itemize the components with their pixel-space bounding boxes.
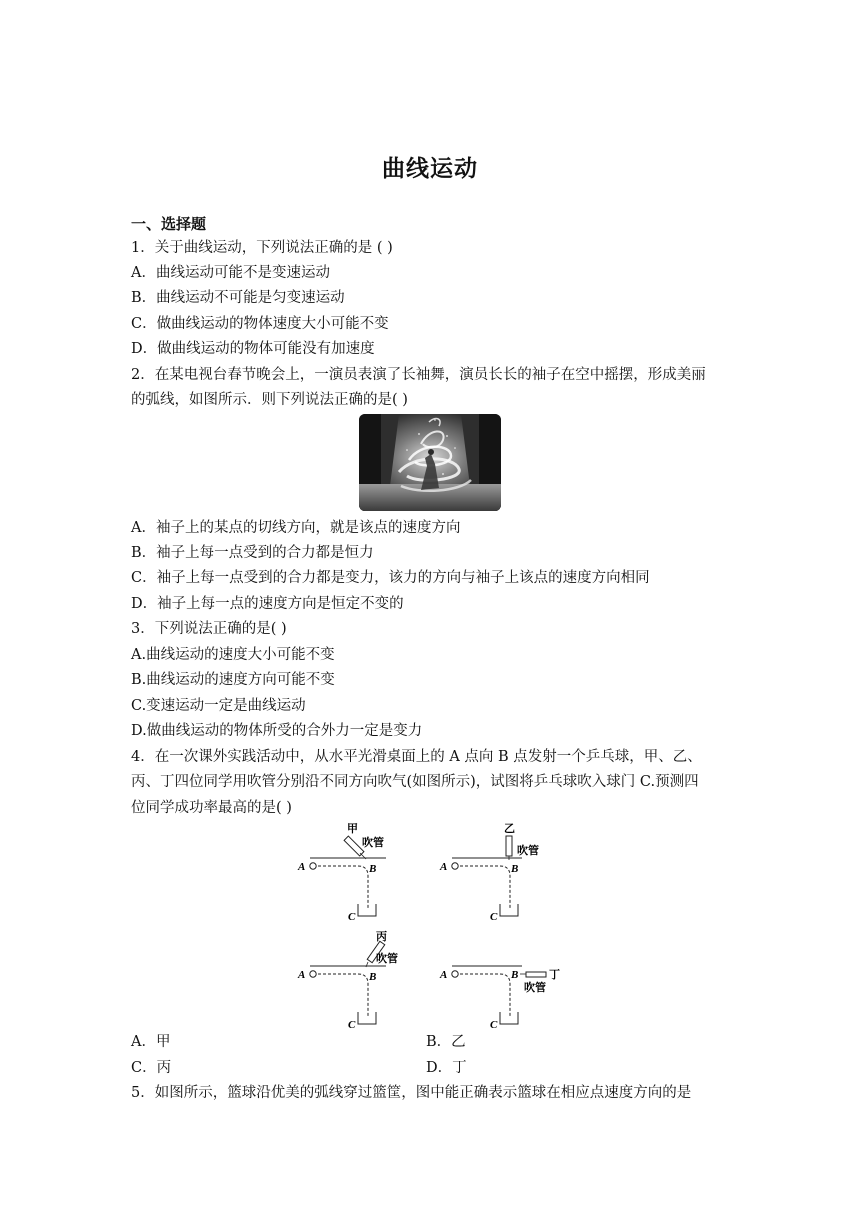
label-a: A (298, 969, 306, 981)
q1-option-c: C．做曲线运动的物体速度大小可能不变 (131, 316, 389, 332)
label-c: C (490, 911, 498, 923)
label-c: C (490, 1019, 498, 1031)
label-jia: 甲 (347, 822, 358, 835)
label-tube: 吹管 (376, 952, 398, 965)
diagram-yi (438, 820, 578, 925)
q2-option-b: B．袖子上每一点受到的合力都是恒力 (131, 545, 374, 561)
q3-stem: 3．下列说法正确的是( ) (131, 621, 287, 637)
q4-stem-line3: 位同学成功率最高的是( ) (131, 800, 292, 816)
label-b: B (369, 863, 377, 875)
q4-stem-line2: 丙、丁四位同学用吹管分别沿不同方向吹气(如图所示)，试图将乒乓球吹入球门 C.预测四 (131, 774, 699, 790)
q2-option-c: C．袖子上每一点受到的合力都是变力，该力的方向与袖子上该点的速度方向相同 (131, 570, 650, 586)
label-tube: 吹管 (517, 844, 539, 857)
q3-option-b: B.曲线运动的速度方向可能不变 (131, 672, 335, 688)
q4-option-b: B．乙 (426, 1034, 466, 1050)
label-bing: 丙 (376, 930, 387, 943)
label-b: B (511, 863, 519, 875)
q2-option-a: A．袖子上的某点的切线方向，就是该点的速度方向 (131, 520, 461, 536)
q1-option-d: D．做曲线运动的物体可能没有加速度 (131, 341, 375, 357)
label-b: B (369, 971, 377, 983)
label-tube: 吹管 (524, 981, 546, 994)
q2-option-d: D．袖子上每一点的速度方向是恒定不变的 (131, 596, 404, 612)
label-tube: 吹管 (362, 836, 384, 849)
q2-stem-line1: 2．在某电视台春节晚会上，一演员表演了长袖舞，演员长长的袖子在空中摇摆，形成美丽 (131, 367, 706, 383)
label-yi: 乙 (504, 822, 515, 835)
label-a: A (440, 969, 448, 981)
q5-stem-line1: 5．如图所示，篮球沿优美的弧线穿过篮筐，图中能正确表示篮球在相应点速度方向的是 (131, 1085, 692, 1101)
q4-option-a: A．甲 (131, 1034, 171, 1050)
label-c: C (348, 1019, 356, 1031)
q3-option-a: A.曲线运动的速度大小可能不变 (131, 647, 335, 663)
label-b: B (511, 969, 519, 981)
q1-option-b: B．曲线运动不可能是匀变速运动 (131, 290, 345, 306)
q4-stem-line1: 4．在一次课外实践活动中，从水平光滑桌面上的 A 点向 B 点发射一个乒乓球，甲、乙、 (131, 749, 702, 765)
q2-stem-line2: 的弧线，如图所示．则下列说法正确的是( ) (131, 392, 408, 408)
sleeve-dance-photo (359, 414, 501, 511)
q1-stem: 1．关于曲线运动，下列说法正确的是 ( ) (131, 240, 393, 256)
label-c: C (348, 911, 356, 923)
q1-option-a: A．曲线运动可能不是变速运动 (131, 265, 330, 281)
q3-option-c: C.变速运动一定是曲线运动 (131, 698, 306, 714)
page-title: 曲线运动 (382, 156, 478, 182)
q3-option-d: D.做曲线运动的物体所受的合外力一定是变力 (131, 723, 423, 739)
diagram-ding (438, 928, 578, 1033)
label-a: A (298, 861, 306, 873)
diagram-jia (296, 820, 436, 925)
label-a: A (440, 861, 448, 873)
diagram-bing (296, 928, 436, 1033)
q4-option-d: D．丁 (426, 1060, 467, 1076)
label-ding: 丁 (549, 968, 560, 981)
q4-option-c: C．丙 (131, 1060, 172, 1076)
section-heading: 一、选择题 (131, 215, 207, 233)
